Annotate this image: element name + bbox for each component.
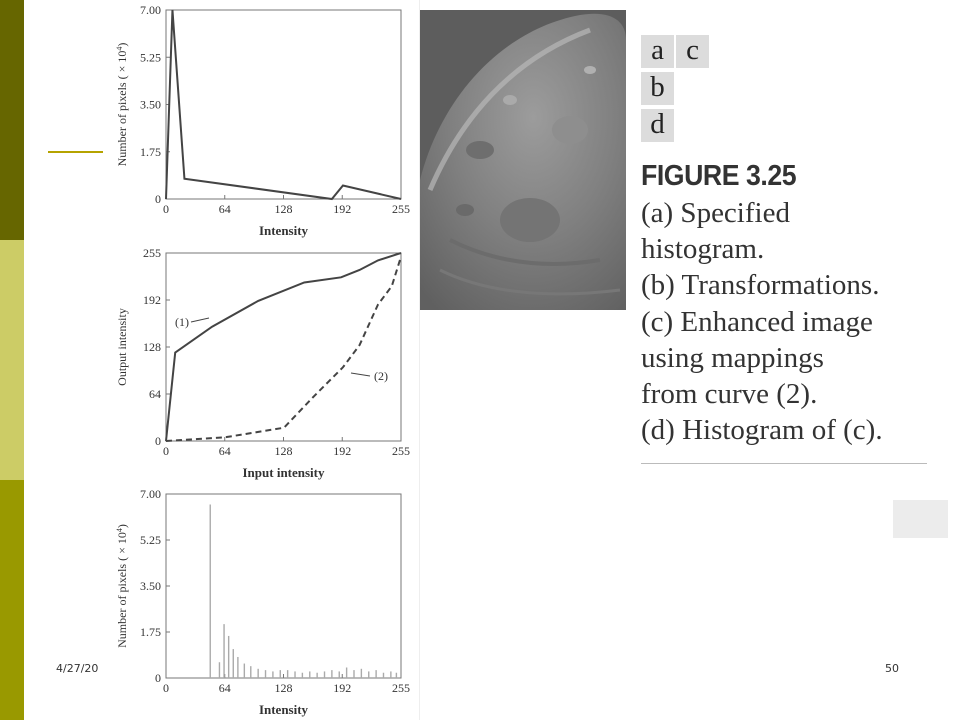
caption-line: (c) Enhanced image: [641, 306, 873, 338]
x-tick-label: 128: [274, 681, 293, 695]
y-tick-label: 3.50: [140, 579, 161, 593]
grid-label-b: b: [641, 72, 674, 105]
x-tick-label: 192: [333, 681, 352, 695]
figure-title: FIGURE 3.25: [641, 160, 797, 192]
x-tick-label: 64: [218, 681, 231, 695]
x-tick-label: 255: [392, 681, 410, 695]
y-tick-label: 0: [155, 671, 161, 685]
grid-label-d: d: [641, 109, 674, 142]
x-tick-label: 255: [392, 444, 410, 458]
y-axis-label: Output intensity: [115, 308, 129, 386]
y-axis-label: Number of pixels ( × $10^4$): [114, 524, 129, 648]
caption-line: (a) Specified: [641, 197, 790, 229]
x-axis-label: Intensity: [258, 223, 309, 238]
y-tick-label: 5.25: [140, 50, 161, 65]
x-axis-label: Input intensity: [242, 465, 325, 480]
y-tick-label: 64: [149, 387, 161, 401]
x-tick-label: 64: [218, 202, 231, 216]
x-tick-label: 0: [163, 444, 169, 458]
slide-sidebar-band-top: [0, 0, 24, 240]
grid-label-a: a: [641, 35, 674, 68]
slide-page-number: 50: [885, 662, 899, 675]
y-tick-label: 0: [155, 192, 161, 206]
plot-frame-a: [166, 10, 401, 199]
caption-line: from curve (2).: [641, 378, 818, 410]
x-tick-label: 0: [163, 681, 169, 695]
x-tick-label: 192: [333, 444, 352, 458]
y-tick-label: 128: [143, 340, 161, 354]
curve-1-label: (1): [175, 315, 189, 329]
y-tick-label: 0: [155, 434, 161, 448]
enhanced-moon-image: [420, 10, 626, 310]
curve-2-label: (2): [374, 369, 388, 383]
transformation-curve-1: [166, 253, 401, 441]
caption-rule: [641, 463, 927, 464]
y-tick-label: 7.00: [140, 3, 161, 17]
y-tick-label: 7.00: [140, 487, 161, 501]
x-tick-label: 64: [218, 444, 231, 458]
y-axis-label: Number of pixels ( × $10^4$): [114, 42, 129, 167]
plot-frame-d: [166, 494, 401, 678]
title-accent-line: [48, 151, 104, 153]
x-tick-label: 128: [274, 444, 293, 458]
x-tick-label: 128: [274, 202, 293, 216]
x-tick-label: 255: [392, 202, 410, 216]
caption-line: (b) Transformations.: [641, 269, 880, 301]
slide-sidebar-band-bottom: [0, 480, 24, 720]
figure-plots-panel: [103, 0, 419, 720]
specified-histogram-line: [166, 10, 401, 199]
curve-2-arrow: [351, 373, 370, 376]
slide-date: 4/27/20: [56, 662, 99, 675]
plot-frame-b: [166, 253, 401, 441]
plots-svg: [103, 0, 419, 720]
y-tick-label: 192: [143, 293, 161, 307]
curve-1-arrow: [191, 318, 209, 322]
slide-sidebar-band-middle: [0, 240, 24, 480]
grid-label-c: c: [676, 35, 709, 68]
transformation-curve-2: [166, 257, 401, 441]
y-tick-label: 1.75: [140, 144, 161, 159]
x-tick-label: 192: [333, 202, 352, 216]
y-tick-label: 255: [143, 246, 161, 260]
y-tick-label: 3.50: [140, 97, 161, 112]
caption-line: (d) Histogram of (c).: [641, 414, 883, 446]
x-tick-label: 0: [163, 202, 169, 216]
caption-line: histogram.: [641, 233, 765, 265]
moon-image-graphic: [420, 10, 626, 310]
x-axis-label: Intensity: [258, 702, 309, 717]
blank-placeholder-box: [893, 500, 948, 538]
caption-line: using mappings: [641, 342, 824, 374]
y-tick-label: 1.75: [140, 625, 161, 639]
y-tick-label: 5.25: [140, 533, 161, 547]
